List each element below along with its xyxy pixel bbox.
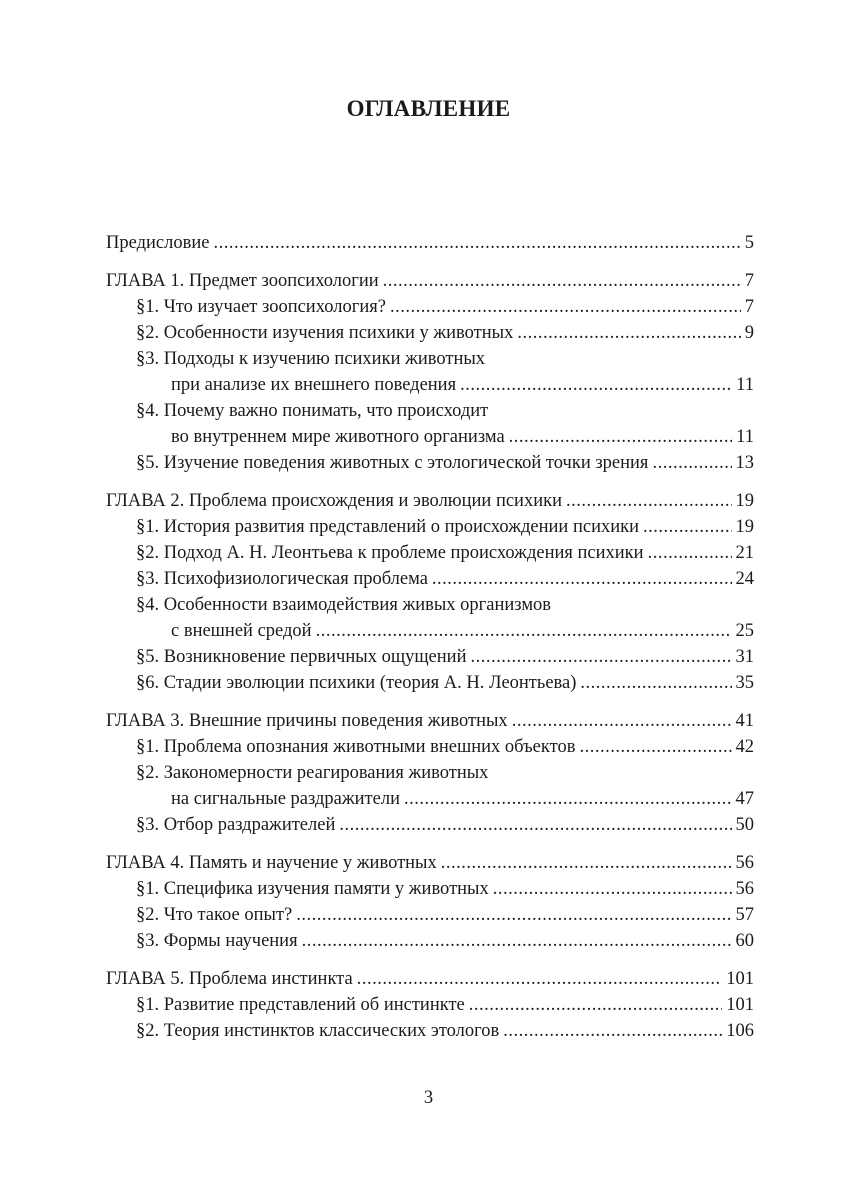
toc-page-number: 50: [735, 815, 754, 835]
toc-section[interactable]: [106, 760, 754, 786]
section-title: [136, 1018, 499, 1044]
section-title-text: Специфика изучения памяти у животных: [163, 879, 489, 899]
dot-leader: [404, 786, 732, 812]
toc-chapter[interactable]: [106, 850, 754, 876]
section-title: [136, 734, 575, 760]
section-title: [136, 320, 513, 346]
chapter-title: ГЛАВА 4. Память и научение у животных: [106, 853, 437, 873]
toc-chapter[interactable]: [106, 708, 754, 734]
toc-chapter[interactable]: [106, 966, 754, 992]
section-number: §2.: [136, 543, 160, 563]
section-number: §4.: [136, 595, 160, 615]
toc-page-number: 7: [744, 297, 754, 317]
toc-section[interactable]: [106, 928, 754, 954]
toc-page-number: 11: [736, 427, 754, 447]
section-title-text: История развития представлений о происхождении психики: [163, 517, 640, 537]
section-number: §2.: [136, 763, 160, 783]
section-title-text: Развитие представлений об инстинкте: [163, 995, 465, 1015]
dot-leader: [469, 992, 722, 1018]
section-title: [136, 644, 466, 670]
dot-leader: [509, 424, 733, 450]
section-title: [136, 294, 386, 320]
dot-leader: [302, 928, 732, 954]
toc-section[interactable]: [106, 398, 754, 424]
dot-leader: [512, 708, 732, 734]
toc-section[interactable]: [106, 992, 754, 1018]
section-title-text: Стадии эволюции психики (теория А. Н. Леонтьева): [163, 673, 577, 693]
toc-section[interactable]: [106, 294, 754, 320]
section-title-text: Особенности изучения психики у животных: [163, 323, 514, 343]
dot-leader: [357, 966, 723, 992]
dot-leader: [643, 514, 731, 540]
section-title-text: Закономерности реагирования животных: [163, 763, 489, 783]
dot-leader: [648, 540, 732, 566]
toc-section[interactable]: [106, 514, 754, 540]
section-title-text: Психофизиологическая проблема: [163, 569, 428, 589]
toc-section[interactable]: [106, 734, 754, 760]
dot-leader: [503, 1018, 722, 1044]
section-number: §2.: [136, 905, 160, 925]
section-number: §1.: [136, 517, 160, 537]
toc-page-number: 57: [735, 905, 754, 925]
dot-leader: [339, 812, 731, 838]
section-title-continued: с внешней средой: [171, 621, 312, 641]
section-title-text: Изучение поведения животных с этологической точки зрения: [163, 453, 649, 473]
toc-page-number: 101: [726, 995, 754, 1015]
table-of-contents: [106, 230, 754, 1044]
toc-section[interactable]: [106, 540, 754, 566]
toc-section[interactable]: [106, 644, 754, 670]
toc-section[interactable]: [106, 450, 754, 476]
toc-section-continuation[interactable]: [106, 618, 754, 644]
dot-leader: [390, 294, 741, 320]
toc-page-number: 101: [726, 969, 754, 989]
toc-page-number: 60: [735, 931, 754, 951]
section-number: §3.: [136, 815, 160, 835]
section-number: §1.: [136, 737, 160, 757]
section-title-text: Формы научения: [163, 931, 298, 951]
section-number: §2.: [136, 323, 160, 343]
toc-page-number: 9: [744, 323, 754, 343]
dot-leader: [493, 876, 732, 902]
toc-spacer: [106, 838, 754, 850]
section-title: [136, 566, 428, 592]
section-title: [136, 876, 489, 902]
toc-spacer: [106, 954, 754, 966]
toc-spacer: [106, 696, 754, 708]
section-title-text: Подходы к изучению психики животных: [163, 349, 486, 369]
toc-page-number: 47: [735, 789, 754, 809]
section-title-text: Подход А. Н. Леонтьева к проблеме происхождения психики: [163, 543, 644, 563]
toc-section-continuation[interactable]: [106, 424, 754, 450]
toc-page-number: 56: [735, 879, 754, 899]
section-number: §4.: [136, 401, 160, 421]
dot-leader: [383, 268, 741, 294]
toc-section[interactable]: [106, 346, 754, 372]
dot-leader: [566, 488, 732, 514]
toc-page-number: 41: [735, 711, 754, 731]
toc-page-number: 21: [735, 543, 754, 563]
toc-section[interactable]: [106, 592, 754, 618]
chapter-title: ГЛАВА 3. Внешние причины поведения животных: [106, 711, 508, 731]
toc-page-number: 13: [735, 453, 754, 473]
dot-leader: [296, 902, 731, 928]
section-number: §5.: [136, 647, 160, 667]
toc-page-number: 25: [735, 621, 754, 641]
section-title-text: Возникновение первичных ощущений: [163, 647, 467, 667]
toc-page-number: 19: [735, 517, 754, 537]
toc-section[interactable]: [106, 320, 754, 346]
toc-page-number: 31: [735, 647, 754, 667]
toc-page-number: 19: [735, 491, 754, 511]
toc-entry-title: Предисловие: [106, 233, 210, 253]
toc-section-continuation[interactable]: [106, 786, 754, 812]
section-title: [136, 592, 551, 618]
section-number: §5.: [136, 453, 160, 473]
section-number: §3.: [136, 569, 160, 589]
toc-section[interactable]: [106, 812, 754, 838]
dot-leader: [432, 566, 732, 592]
section-title: [136, 670, 576, 696]
section-number: §1.: [136, 879, 160, 899]
toc-section[interactable]: [106, 876, 754, 902]
toc-page-number: 7: [744, 271, 754, 291]
section-title: [136, 346, 485, 372]
section-title: [136, 398, 488, 424]
toc-section-continuation[interactable]: [106, 372, 754, 398]
chapter-title: ГЛАВА 1. Предмет зоопсихологии: [106, 271, 379, 291]
section-title-text: Отбор раздражителей: [163, 815, 336, 835]
section-number: §1.: [136, 297, 160, 317]
section-title-text: Почему важно понимать, что происходит: [163, 401, 489, 421]
dot-leader: [470, 644, 731, 670]
section-title-text: Теория инстинктов классических этологов: [163, 1021, 500, 1041]
page-number: 3: [423, 1088, 434, 1108]
toc-spacer: [106, 256, 754, 268]
section-title: [136, 928, 298, 954]
section-title-continued: во внутреннем мире животного организма: [171, 427, 505, 447]
toc-page-number: 56: [735, 853, 754, 873]
dot-leader: [316, 618, 732, 644]
section-title-text: Проблема опознания животными внешних объектов: [163, 737, 576, 757]
section-title-text: Что такое опыт?: [163, 905, 293, 925]
toc-page-number: 5: [744, 233, 754, 253]
toc-chapter[interactable]: [106, 488, 754, 514]
dot-leader: [441, 850, 732, 876]
section-number: §3.: [136, 931, 160, 951]
toc-chapter[interactable]: [106, 268, 754, 294]
dot-leader: [580, 670, 731, 696]
section-number: §3.: [136, 349, 160, 369]
toc-page-number: 42: [735, 737, 754, 757]
toc-preface[interactable]: [106, 230, 754, 256]
section-title: [136, 760, 488, 786]
toc-spacer: [106, 476, 754, 488]
toc-section[interactable]: [106, 566, 754, 592]
section-title: [136, 992, 465, 1018]
dot-leader: [652, 450, 731, 476]
section-title-text: Что изучает зоопсихология?: [163, 297, 386, 317]
toc-page-number: 106: [726, 1021, 754, 1041]
section-title: [136, 812, 335, 838]
toc-section[interactable]: [106, 902, 754, 928]
section-number: §6.: [136, 673, 160, 693]
toc-page-number: 11: [736, 375, 754, 395]
toc-section[interactable]: [106, 1018, 754, 1044]
section-title: [136, 902, 292, 928]
section-number: §2.: [136, 1021, 160, 1041]
section-title-continued: на сигнальные раздражители: [171, 789, 400, 809]
section-title: [136, 514, 639, 540]
chapter-title: ГЛАВА 5. Проблема инстинкта: [106, 969, 353, 989]
dot-leader: [579, 734, 731, 760]
section-number: §1.: [136, 995, 160, 1015]
toc-page-number: 24: [735, 569, 754, 589]
toc-section[interactable]: [106, 670, 754, 696]
section-title: [136, 450, 648, 476]
section-title-continued: при анализе их внешнего поведения: [171, 375, 457, 395]
dot-leader: [213, 230, 740, 256]
section-title-text: Особенности взаимодействия живых организмов: [163, 595, 552, 615]
section-title: [136, 540, 644, 566]
chapter-title: ГЛАВА 2. Проблема происхождения и эволюции психики: [106, 491, 562, 511]
dot-leader: [517, 320, 740, 346]
toc-page-number: 35: [735, 673, 754, 693]
dot-leader: [460, 372, 732, 398]
page-title: ОГЛАВЛЕНИЕ: [346, 96, 511, 121]
